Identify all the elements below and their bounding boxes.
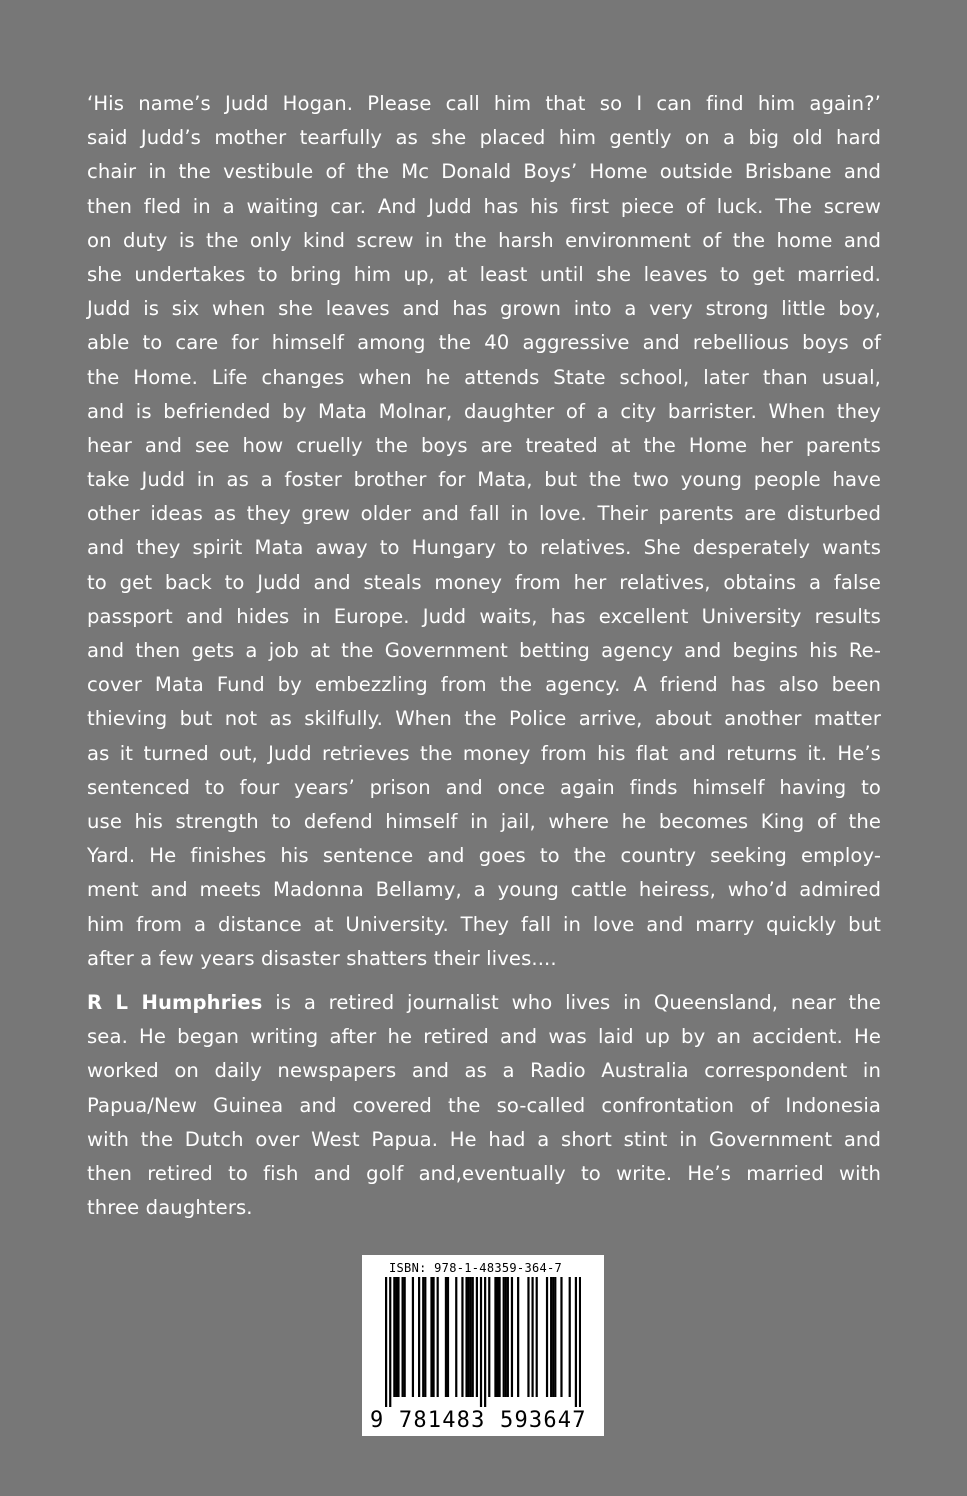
isbn-label: ISBN: 978-1-48359-364-7 xyxy=(389,1261,563,1275)
synopsis-line: chair in the vestibule of the Mc Donald Boys’ Home outside Brisbane and xyxy=(87,160,881,184)
barcode-bar xyxy=(465,1277,467,1397)
barcode-bar xyxy=(560,1277,562,1397)
synopsis-line: said Judd’s mother tearfully as she placed him gently on a big old hard xyxy=(87,126,881,150)
synopsis-line: after a few years disaster shatters their lives.... xyxy=(87,946,557,970)
barcode-bar xyxy=(484,1277,486,1407)
barcode-bar xyxy=(480,1277,482,1407)
synopsis-line: other ideas as they grew older and fall in love. Their parents are disturbed xyxy=(87,502,881,526)
synopsis-line: to get back to Judd and steals money from her relatives, obtains a false xyxy=(87,570,881,594)
synopsis-line: use his strength to defend himself in jail, where he becomes King of the xyxy=(87,809,881,833)
synopsis-line: ment and meets Madonna Bellamy, a young cattle heiress, who’d admired xyxy=(87,878,881,902)
barcode-bar xyxy=(404,1277,406,1397)
author-bio xyxy=(87,986,881,1225)
barcode-bar xyxy=(498,1277,500,1397)
barcode-bar xyxy=(385,1277,387,1407)
synopsis-line: Judd is six when she leaves and has grown into a very strong little boy, xyxy=(87,297,881,321)
barcode-bar xyxy=(389,1277,391,1407)
barcode-bar xyxy=(505,1277,507,1397)
author-bio-line: with the Dutch over West Papua. He had a short stint in Government and xyxy=(87,1127,881,1151)
barcode-bar xyxy=(395,1277,397,1397)
synopsis-line: Yard. He finishes his sentence and goes to the country seeking employ- xyxy=(87,844,881,868)
barcode-bar xyxy=(432,1277,434,1397)
author-name: R L Humphries xyxy=(87,991,263,1014)
barcode-bar xyxy=(494,1277,496,1397)
author-bio-line: Papua/New Guinea and covered the so-called confrontation of Indonesia xyxy=(87,1093,881,1117)
synopsis-line: sentenced to four years’ prison and once again finds himself having to xyxy=(87,775,881,799)
barcode-bar xyxy=(437,1277,439,1397)
synopsis-line: she undertakes to bring him up, at least until she leaves to get married. xyxy=(87,262,881,286)
barcode-bar xyxy=(447,1277,449,1397)
barcode-bar xyxy=(445,1277,447,1397)
barcode-bar xyxy=(511,1277,513,1397)
barcode-bar xyxy=(424,1277,426,1397)
synopsis-line: and they spirit Mata away to Hungary to relatives. She desperately wants xyxy=(87,536,881,560)
barcode-bar xyxy=(430,1277,432,1397)
barcode-bar xyxy=(531,1277,533,1397)
barcode-bar xyxy=(393,1277,395,1397)
barcode-bars xyxy=(385,1277,581,1407)
barcode-bar xyxy=(402,1277,404,1397)
synopsis-line: take Judd in as a foster brother for Mata, but the two young people have xyxy=(87,468,881,492)
barcode-bar xyxy=(579,1277,581,1407)
barcode-bar xyxy=(503,1277,505,1397)
synopsis-line: as it turned out, Judd retrieves the money from his flat and returns it. He’s xyxy=(87,741,881,765)
synopsis-line: him from a distance at University. They fall in love and marry quickly but xyxy=(87,912,881,936)
barcode-digits: 9 781483 593647 xyxy=(370,1408,587,1433)
author-bio-line xyxy=(87,986,881,1020)
synopsis-line: the Home. Life changes when he attends State school, later than usual, xyxy=(87,365,881,389)
author-bio-line: worked on daily newspapers and as a Radio Australia correspondent in xyxy=(87,1059,881,1083)
synopsis-line: cover Mata Fund by embezzling from the agency. A friend has also been xyxy=(87,673,881,697)
synopsis-line: thieving but not as skilfully. When the Police arrive, about another matter xyxy=(87,707,881,731)
barcode-bar xyxy=(418,1277,420,1397)
barcode-bar xyxy=(455,1277,457,1397)
barcode-bar xyxy=(517,1277,519,1397)
barcode-bar xyxy=(536,1277,538,1397)
barcode-bar xyxy=(496,1277,498,1397)
author-bio-line: then retired to fish and golf and,eventually to write. He’s married with xyxy=(87,1161,881,1185)
barcode-bar xyxy=(575,1277,577,1407)
barcode-bar xyxy=(468,1277,470,1397)
barcode-bar xyxy=(422,1277,424,1397)
barcode-bar xyxy=(569,1277,571,1397)
barcode-bar xyxy=(476,1277,478,1397)
barcode-bar xyxy=(546,1277,548,1397)
synopsis-line: hear and see how cruelly the boys are treated at the Home her parents xyxy=(87,433,881,457)
synopsis-line: then fled in a waiting car. And Judd has his first piece of luck. The screw xyxy=(87,194,881,218)
barcode-bar xyxy=(488,1277,490,1397)
isbn-barcode xyxy=(362,1255,604,1436)
synopsis-line: able to care for himself among the 40 aggressive and rebellious boys of xyxy=(87,331,881,355)
barcode-bar xyxy=(550,1277,552,1397)
barcode-bar xyxy=(397,1277,399,1397)
synopsis-line: on duty is the only kind screw in the harsh environment of the home and xyxy=(87,228,881,252)
author-bio-line: sea. He began writing after he retired and was laid up by an accident. He xyxy=(87,1025,881,1049)
barcode-bar xyxy=(552,1277,554,1397)
barcode-bar xyxy=(470,1277,472,1397)
synopsis-line: and then gets a job at the Government betting agency and begins his Re- xyxy=(87,639,881,662)
synopsis-line: ‘His name’s Judd Hogan. Please call him that so I can find him again?’ xyxy=(87,92,881,115)
synopsis-line: passport and hides in Europe. Judd waits, has excellent University results xyxy=(87,604,881,628)
synopsis-line: and is befriended by Mata Molnar, daughter of a city barrister. When they xyxy=(87,399,881,423)
barcode-bar xyxy=(461,1277,463,1397)
barcode-bar xyxy=(527,1277,529,1397)
author-bio-line: three daughters. xyxy=(87,1196,253,1220)
barcode-bar xyxy=(507,1277,509,1397)
synopsis xyxy=(87,87,881,976)
barcode-bar xyxy=(472,1277,474,1397)
barcode-bar xyxy=(554,1277,556,1397)
barcode-bar xyxy=(412,1277,414,1397)
author-bio-first-line: is a retired journalist who lives in Queensland, near the xyxy=(262,991,881,1014)
